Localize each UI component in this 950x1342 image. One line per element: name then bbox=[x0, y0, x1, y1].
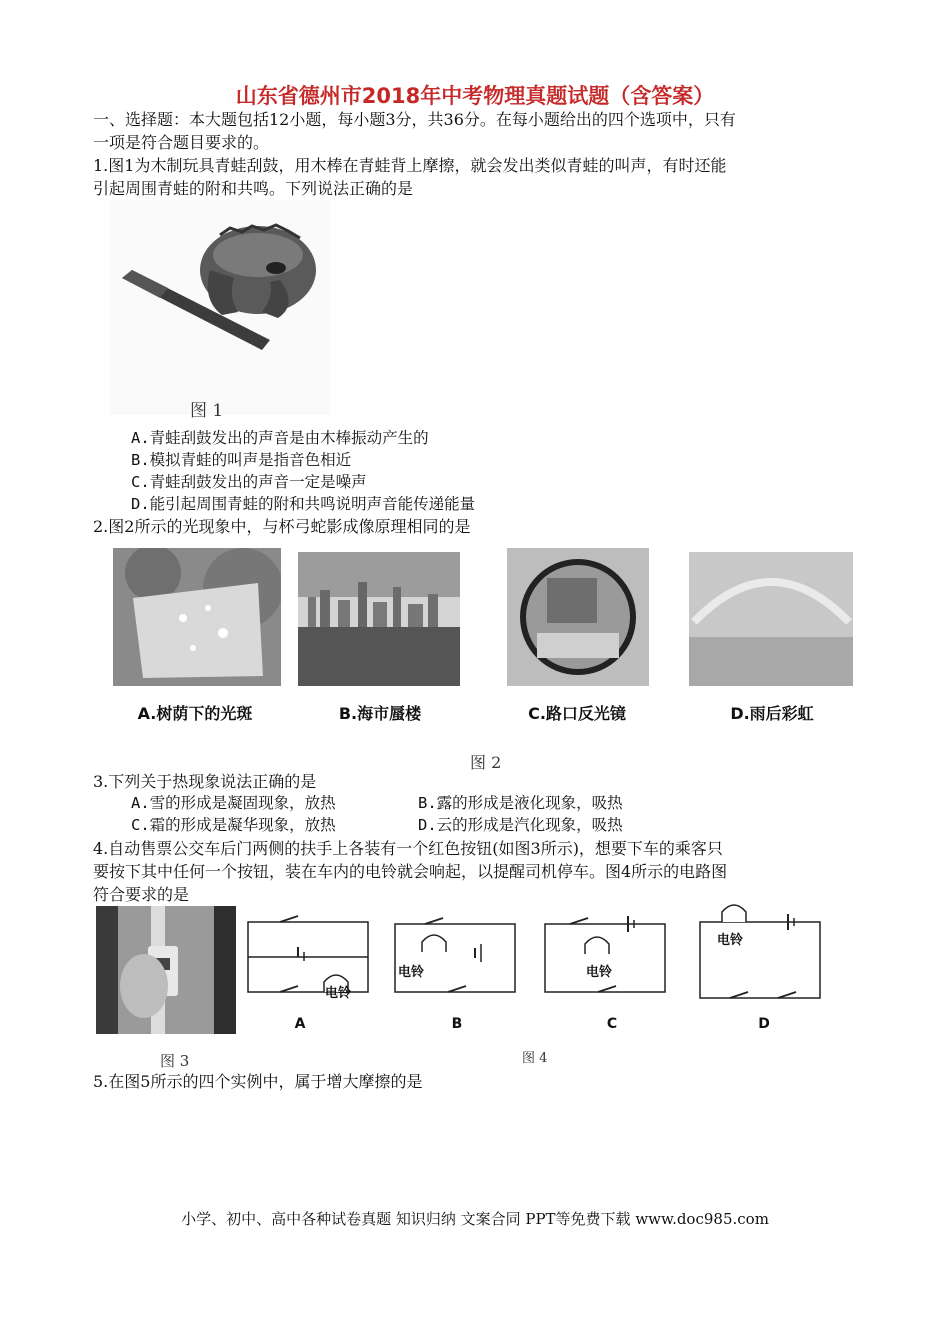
q1-option-a: A.青蛙刮鼓发出的声音是由木棒振动产生的 bbox=[131, 429, 429, 447]
figure-2b-mirage-photo bbox=[298, 552, 460, 686]
q3-option-d: D.云的形成是汽化现象，吸热 bbox=[418, 816, 623, 834]
figure-2d-caption: D.雨后彩虹 bbox=[730, 704, 814, 723]
figure-2a-light-spots-photo bbox=[113, 548, 281, 686]
q1-option-b: B.模拟青蛙的叫声是指音色相近 bbox=[131, 451, 352, 469]
q1-option-c: C.青蛙刮鼓发出的声音一定是噪声 bbox=[131, 473, 367, 491]
figure-4-label: 图 4 bbox=[522, 1051, 548, 1066]
q4-stem-line-2: 要按下其中任何一个按钮，装在车内的电铃就会响起，以提醒司机停车。图4所示的电路图 bbox=[93, 862, 728, 881]
figure-1-frog-guiro-photo bbox=[110, 200, 330, 415]
q3-stem: 3.下列关于热现象说法正确的是 bbox=[93, 772, 317, 791]
circuit-a-bell-label: 电铃 bbox=[325, 986, 352, 1001]
figure-2b-caption: B.海市蜃楼 bbox=[338, 704, 422, 723]
figure-2a-caption: A.树荫下的光斑 bbox=[137, 704, 253, 723]
q5-stem: 5.在图5所示的四个实例中，属于增大摩擦的是 bbox=[93, 1072, 423, 1091]
q3-option-b: B.露的形成是液化现象，吸热 bbox=[418, 794, 623, 812]
figure-2-label: 图 2 bbox=[470, 753, 502, 772]
figure-1-label: 图 1 bbox=[190, 401, 224, 421]
section-intro-line-2: 一项是符合题目要求的。 bbox=[93, 133, 270, 152]
circuit-c-bell-label: 电铃 bbox=[586, 965, 613, 980]
circuit-c-letter: C bbox=[606, 1016, 618, 1032]
circuit-d-bell-label: 电铃 bbox=[717, 933, 744, 948]
figure-2c-convex-mirror-photo bbox=[507, 548, 649, 686]
q3-option-a: A.雪的形成是凝固现象，放热 bbox=[131, 794, 336, 812]
q4-stem-line-3: 符合要求的是 bbox=[93, 885, 190, 904]
circuit-d-letter: D bbox=[758, 1016, 770, 1032]
document-title: 山东省德州市2018年中考物理真题试题（含答案） bbox=[235, 84, 715, 108]
circuit-b-letter: B bbox=[451, 1016, 463, 1032]
section-intro-line-1: 一、选择题：本大题包括12小题，每小题3分，共36分。在每小题给出的四个选项中，只有 bbox=[93, 110, 736, 129]
q1-option-d: D.能引起周围青蛙的附和共鸣说明声音能传递能量 bbox=[131, 495, 476, 513]
figure-3-label: 图 3 bbox=[160, 1052, 190, 1070]
q3-option-c: C.霜的形成是凝华现象，放热 bbox=[131, 816, 336, 834]
figure-2c-caption: C.路口反光镜 bbox=[528, 704, 626, 723]
q1-stem-line-2: 引起周围青蛙的附和共鸣。下列说法正确的是 bbox=[93, 179, 414, 198]
q1-stem-line-1: 1.图1为木制玩具青蛙刮鼓，用木棒在青蛙背上摩擦，就会发出类似青蛙的叫声，有时还能 bbox=[93, 156, 727, 175]
page-footer: 小学、初中、高中各种试卷真题 知识归纳 文案合同 PPT等免费下载 www.doc985.com bbox=[181, 1210, 769, 1228]
figure-4-circuit-diagrams bbox=[240, 902, 860, 1030]
q2-stem: 2.图2所示的光现象中，与杯弓蛇影成像原理相同的是 bbox=[93, 517, 471, 536]
circuit-a-letter: A bbox=[294, 1016, 306, 1032]
figure-3-bus-button-photo bbox=[96, 906, 236, 1034]
figure-2d-rainbow-photo bbox=[689, 552, 853, 686]
circuit-b-bell-label: 电铃 bbox=[398, 965, 425, 980]
q4-stem-line-1: 4.自动售票公交车后门两侧的扶手上各装有一个红色按钮(如图3所示)，想要下车的乘客只 bbox=[93, 839, 723, 858]
